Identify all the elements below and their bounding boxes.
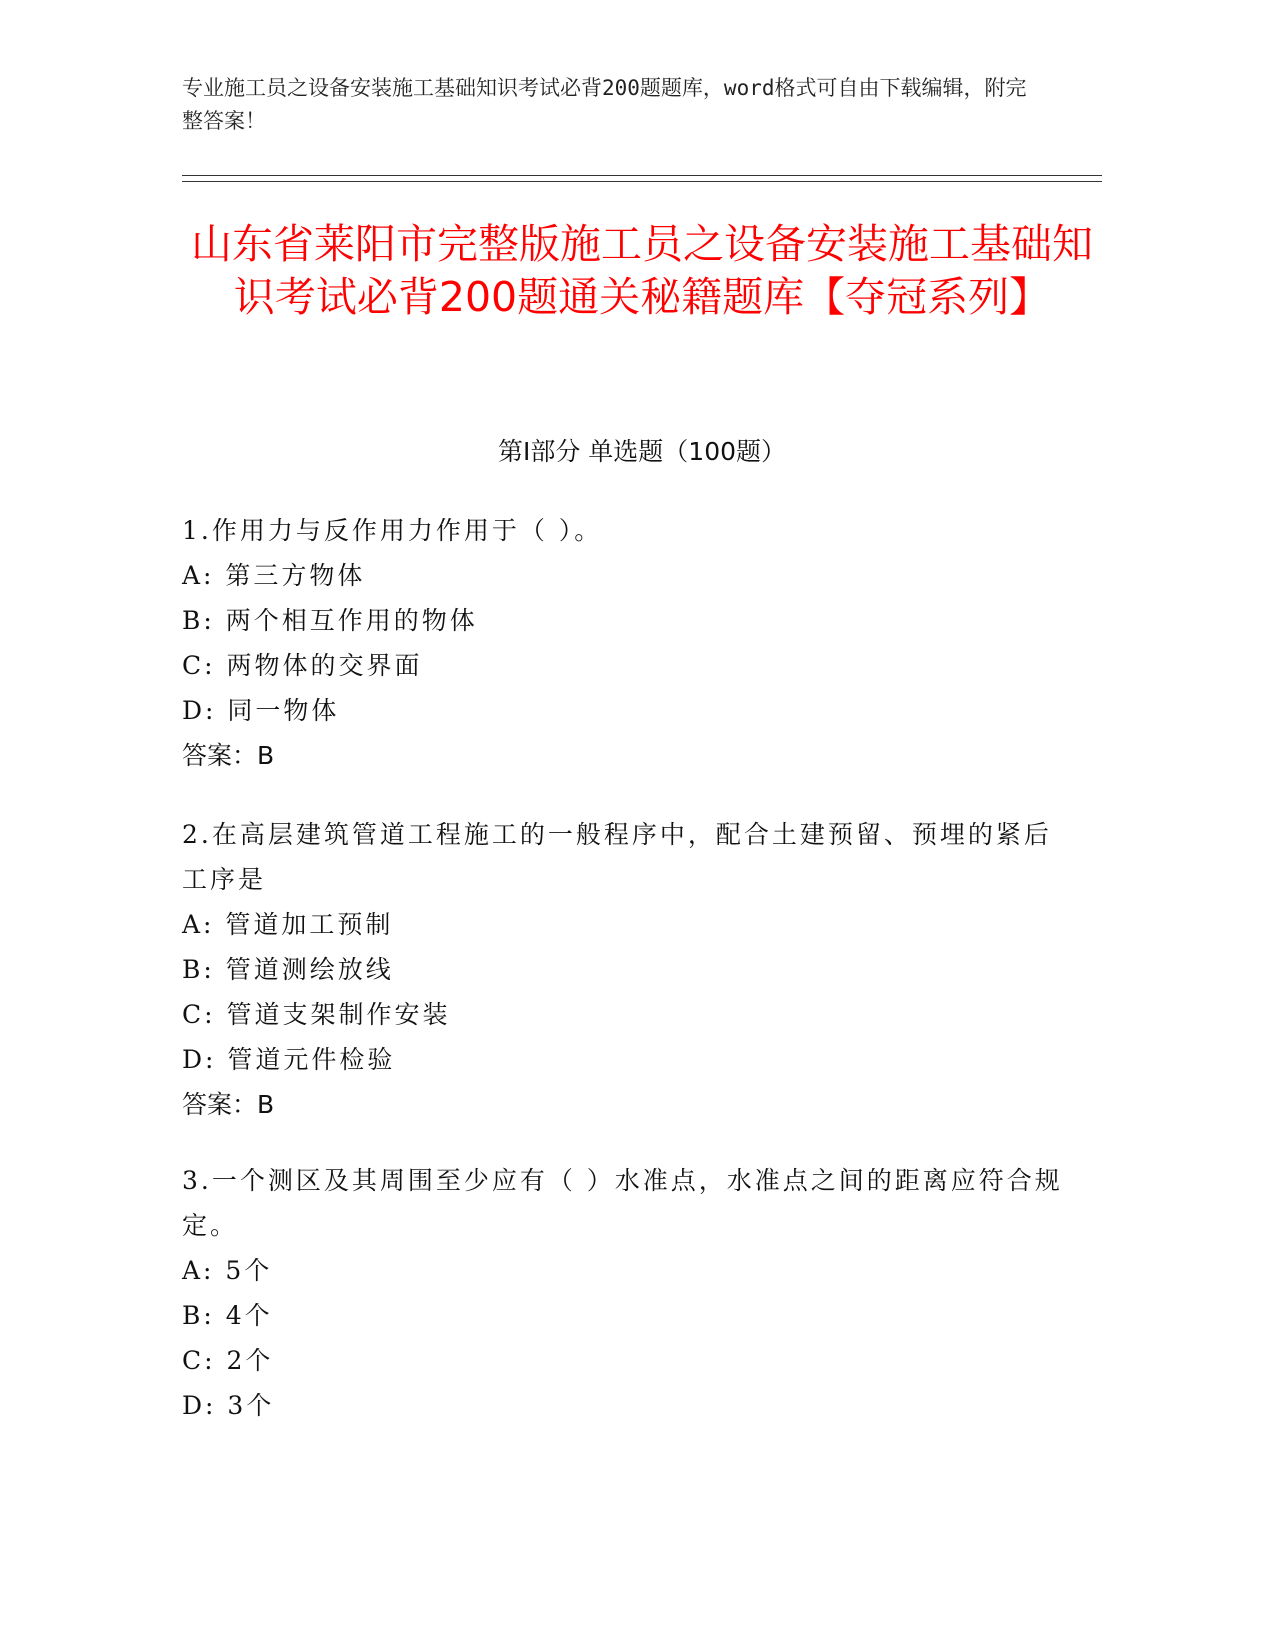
document-title: 山东省莱阳市完整版施工员之设备安装施工基础知识考试必背200题通关秘籍题库【夺冠系列】: [191, 220, 1093, 321]
option-a: A: 管道加工预制: [182, 910, 394, 939]
section-title: 第I部分 单选题（100题）: [497, 437, 787, 466]
question-3: [182, 1158, 1072, 1428]
header-note: 专业施工员之设备安装施工基础知识考试必背200题题库，word格式可自由下载编辑，附完整答案！: [182, 76, 1027, 133]
option-a: A: 第三方物体: [182, 561, 366, 590]
answer: 答案：B: [182, 741, 275, 770]
header-divider-bottom: [182, 181, 1102, 182]
header-divider-top: [182, 175, 1102, 176]
option-c: C: 2个: [182, 1346, 274, 1375]
answer: 答案：B: [182, 1090, 275, 1119]
option-c: C: 管道支架制作安装: [182, 1000, 451, 1029]
question-1: [182, 508, 1072, 778]
question-stem: 2.在高层建筑管道工程施工的一般程序中，配合土建预留、预埋的紧后工序是: [182, 820, 1052, 894]
option-a: A: 5个: [182, 1256, 273, 1285]
option-b: B: 4个: [182, 1301, 273, 1330]
option-c: C: 两物体的交界面: [182, 651, 423, 680]
option-d: D: 同一物体: [182, 696, 340, 725]
question-stem: 1.作用力与反作用力作用于（ ）。: [182, 516, 603, 545]
option-d: D: 3个: [182, 1391, 275, 1420]
option-b: B: 两个相互作用的物体: [182, 606, 478, 635]
option-b: B: 管道测绘放线: [182, 955, 394, 984]
option-d: D: 管道元件检验: [182, 1045, 396, 1074]
question-2: [182, 812, 1072, 1127]
question-stem: 3.一个测区及其周围至少应有（ ）水准点，水准点之间的距离应符合规定。: [182, 1166, 1063, 1240]
